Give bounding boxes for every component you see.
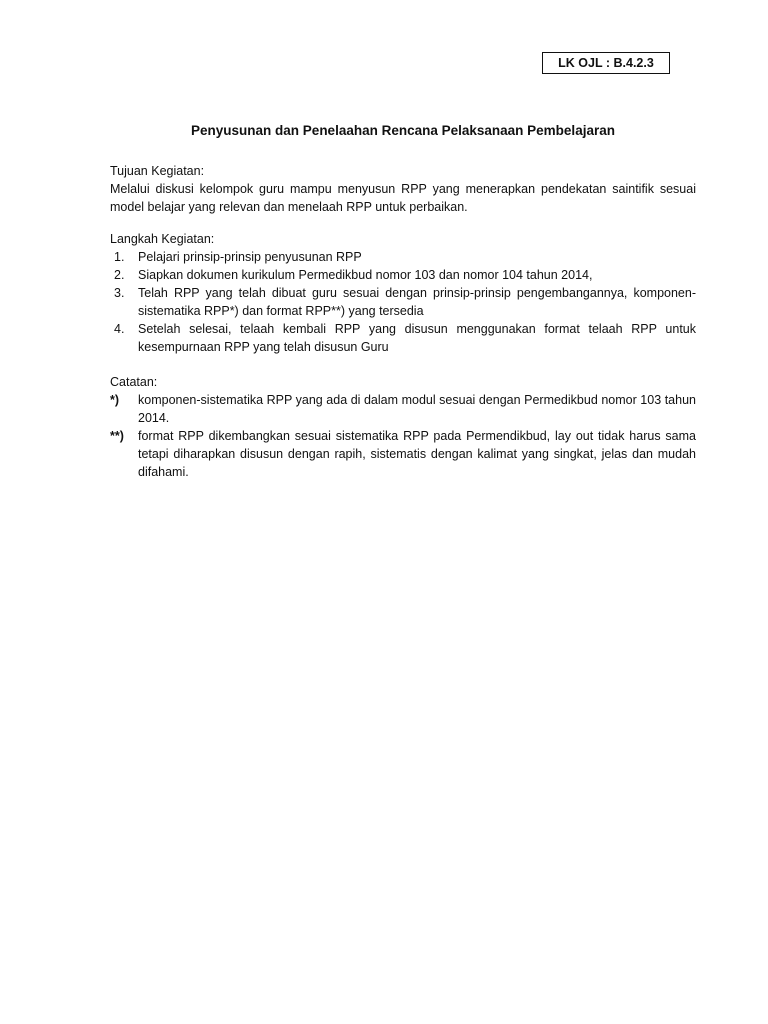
notes-list xyxy=(110,391,696,481)
note-mark: **) xyxy=(110,429,124,443)
langkah-heading: Langkah Kegiatan: xyxy=(110,232,215,246)
section-catatan xyxy=(110,373,696,481)
step-text: Pelajari prinsip-prinsip penyusunan RPP xyxy=(138,250,362,264)
document-title: Penyusunan dan Penelaahan Rencana Pelaksanaan Pembelajaran xyxy=(191,123,615,138)
document-code: LK OJL : B.4.2.3 xyxy=(558,56,654,70)
list-item xyxy=(110,427,696,481)
step-text: Siapkan dokumen kurikulum Permedikbud nomor 103 dan nomor 104 tahun 2014, xyxy=(138,268,593,282)
note-text: format RPP dikembangkan sesuai sistematika RPP pada Permendikbud, lay out tidak harus sama tetapi diharapkan disusun dengan rapih, sistematis dengan kalimat yang singkat, jelas dan mudah difahami. xyxy=(138,429,696,479)
section-tujuan xyxy=(110,162,696,216)
list-item xyxy=(110,284,696,320)
list-item xyxy=(110,266,696,284)
tujuan-text: Melalui diskusi kelompok guru mampu menyusun RPP yang menerapkan pendekatan saintifik sesuai model belajar yang relevan dan menelaah RPP untuk perbaikan. xyxy=(110,182,696,214)
section-langkah xyxy=(110,230,696,356)
step-number: 3. xyxy=(114,286,125,300)
note-mark: *) xyxy=(110,393,120,407)
document-code-box xyxy=(542,52,670,74)
list-item xyxy=(110,248,696,266)
step-number: 1. xyxy=(114,250,125,264)
step-number: 4. xyxy=(114,322,125,336)
step-text: Setelah selesai, telaah kembali RPP yang disusun menggunakan format telaah RPP untuk kesempurnaan RPP yang telah disusun Guru xyxy=(138,322,696,354)
steps-list xyxy=(110,248,696,356)
note-text: komponen-sistematika RPP yang ada di dalam modul sesuai dengan Permedikbud nomor 103 tahun 2014. xyxy=(138,393,696,425)
list-item xyxy=(110,320,696,356)
step-number: 2. xyxy=(114,268,125,282)
step-text: Telah RPP yang telah dibuat guru sesuai dengan prinsip-prinsip pengembangannya, komponen-sistematika RPP*) dan format RPP**) yang tersedia xyxy=(138,286,696,318)
tujuan-heading: Tujuan Kegiatan: xyxy=(110,164,205,178)
catatan-heading: Catatan: xyxy=(110,375,158,389)
list-item xyxy=(110,391,696,427)
